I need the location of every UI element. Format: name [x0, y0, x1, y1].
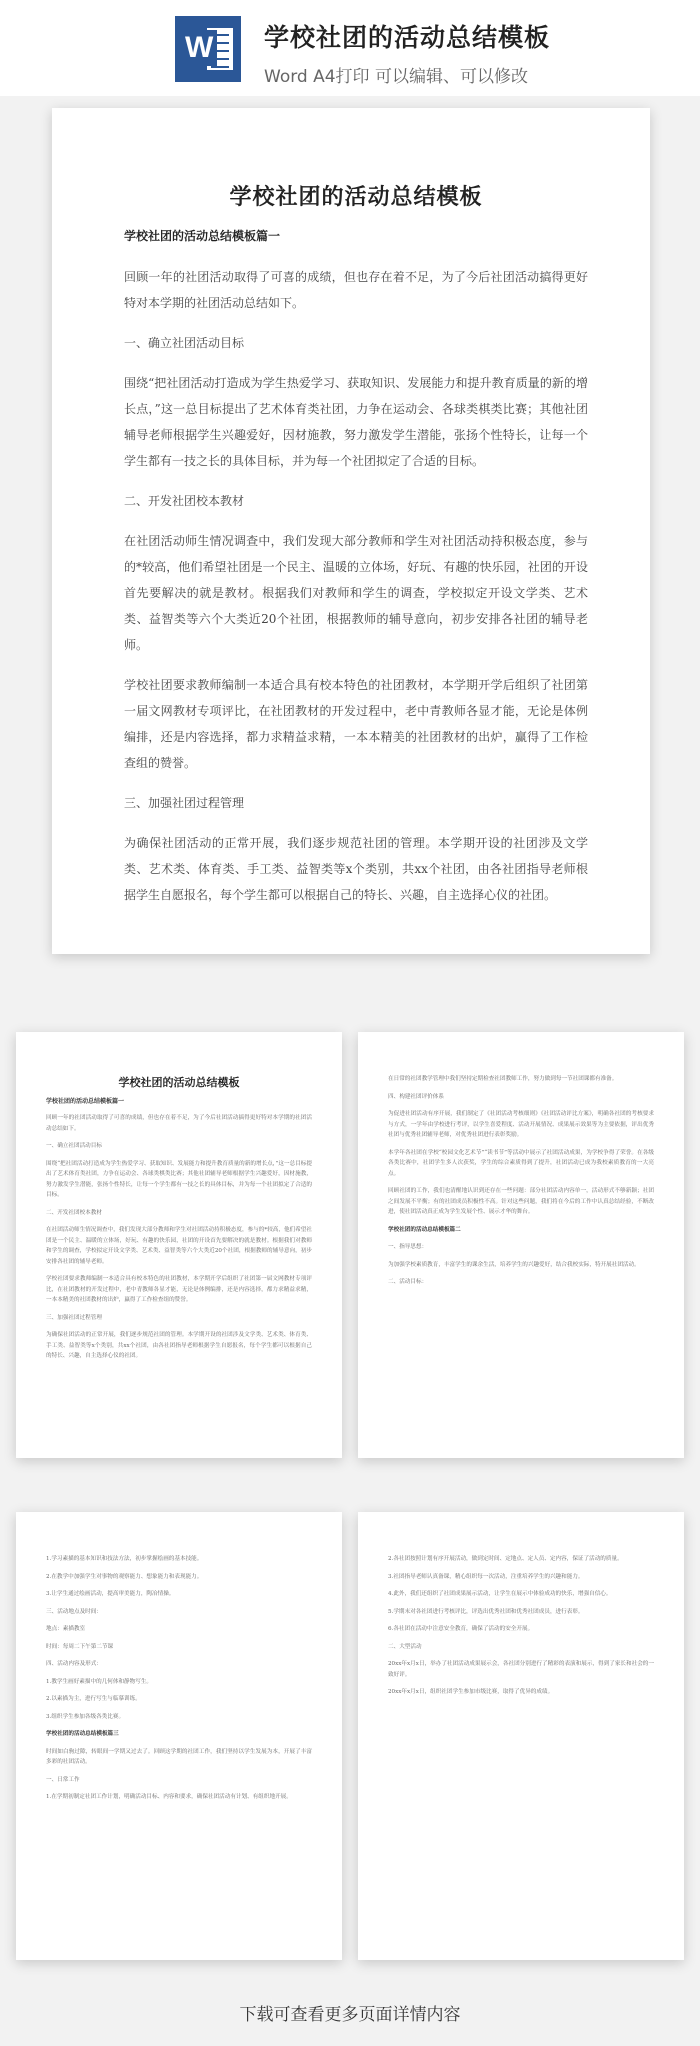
- paragraph: 回顾一年的社团活动取得了可喜的成绩，但也存在着不足，为了今后社团活动搞得更好特对本学期的社团活动总结如下。: [124, 270, 588, 310]
- thumbnail-title: 学校社团的活动总结模板: [118, 1076, 240, 1089]
- document-title: 学校社团的活动总结模板: [229, 184, 483, 210]
- thumbnail-heading: 一、确立社团活动目标: [46, 1143, 102, 1149]
- thumbnail-paragraph: 1.在学期初制定社团工作计划，明确活动目标、内容和要求，确保社团活动有计划、有组织地开展。: [46, 1794, 292, 1800]
- thumbnail-paragraph: 3.社团指导老师认真备课，精心组织每一次活动，注重培养学生的兴趣和能力。: [388, 1573, 584, 1580]
- thumbnail-heading: 四、活动内容及形式：: [46, 1661, 102, 1667]
- thumbnail-paragraph: 为确保社团活动的正常开展，我们逐步规范社团的管理。本学期开设的社团涉及文学类、艺术类、体育类、手工类、益智类等x个类别，共xx个社团，由各社团指导老师根据学生自愿报名，每个学生都可以根据自己的特长、兴趣，自主选择心仪的社团。: [46, 1332, 312, 1359]
- thumbnail-paragraph: 1.学习素描的基本知识和技法方法，初步掌握绘画的基本技能。: [46, 1556, 203, 1562]
- paragraph: 在社团活动师生情况调查中，我们发现大部分教师和学生对社团活动持积极态度，参与的*较高，他们希望社团是一个民主、温暖的立体场，好玩、有趣的快乐园，社团的开设首先要解决的就是教材。根据我们对教师和学生的调查，学校拟定开设文学类、艺术类、益智类等六个大类近20个社团，根据教师的辅导意向，初步安排各社团的辅导老师。: [124, 534, 588, 652]
- header-subtitle: Word A4打印 可以编辑、可以修改: [264, 67, 528, 87]
- thumbnail-paragraph: 地点：素描教室: [46, 1626, 86, 1632]
- main-page-preview: [52, 108, 650, 954]
- thumbnail-paragraph: 20xx年x月x日，组织社团学生参加市级比赛，取得了优异的成绩。: [388, 1689, 554, 1695]
- thumbnail-paragraph: 20xx年x月x日，举办了社团活动成果展示会，各社团分别进行了精彩的表演和展示，得到了家长和社会的一致好评。: [388, 1661, 654, 1678]
- header-title: 学校社团的活动总结模板: [264, 23, 551, 52]
- thumbnail-page-4[interactable]: [358, 1512, 684, 1960]
- thumbnail-heading: 二、活动目标：: [388, 1279, 428, 1285]
- thumbnail-page-2[interactable]: [358, 1032, 684, 1458]
- thumbnail-paragraph: 2.各社团按照计划有序开展活动，做到定时间、定地点、定人员、定内容，保证了活动的质量。: [388, 1556, 623, 1562]
- thumbnail-paragraph: 回顾一年的社团活动取得了可喜的成绩，但也存在着不足，为了今后社团活动搞得更好特对本学期的社团活动总结如下。: [46, 1115, 312, 1132]
- thumbnail-paragraph: 时间如白驹过隙，转眼间一学期又过去了。回顾这学期的社团工作，我们坚持以学生发展为本，开展了丰富多彩的社团活动。: [46, 1748, 312, 1765]
- thumbnail-heading: 二、大型活动: [388, 1643, 422, 1650]
- paragraph: 为确保社团活动的正常开展，我们逐步规范社团的管理。本学期开设的社团涉及文学类、艺术类、体育类、手工类、益智类等x个类别，共xx个社团，由各社团指导老师根据学生自愿报名，每个学生都可以根据自己的特长、兴趣，自主选择心仪的社团。: [124, 836, 588, 902]
- header-banner: [0, 0, 700, 96]
- paragraph: 学校社团要求教师编制一本适合具有校本特色的社团教材，本学期开学后组织了社团第一届文网教材专项评比，在社团教材的开发过程中，老中青教师各显才能，无论是体例编排，还是内容选择，都力求精益求精，一本本精美的社团教材的出炉，赢得了工作检查组的赞誉。: [124, 678, 588, 770]
- thumbnail-subtitle: 学校社团的活动总结模板篇一: [46, 1098, 125, 1105]
- download-more-link[interactable]: 下载可查看更多页面详情内容: [239, 2005, 461, 2025]
- thumbnail-heading: 学校社团的活动总结模板篇三: [46, 1731, 119, 1737]
- thumbnail-paragraph: 在社团活动师生情况调查中，我们发现大部分教师和学生对社团活动持积极态度，参与的*较高，他们希望社团是一个民主、温暖的立体场，好玩、有趣的快乐园，社团的开设首先要解决的就是教材。根据我们对教师和学生的调查，学校拟定开设文学类、艺术类、益智类等六个大类近20个社团，根据教师的辅导意向，初步安排各社团的辅导老师。: [46, 1227, 312, 1265]
- thumbnail-paragraph: 为促进社团活动有序开展，我们制定了《社团活动考核细则》《社团活动评比方案》，明确各社团的考核要求与方式，一学年由学校进行考评，以学生喜爱程度、活动开展情况、成果展示效果等为主要依据，评出优秀社团与优秀社团辅导老师，对优秀社团进行表彰奖励。: [388, 1111, 654, 1138]
- section-heading: 二、开发社团校本教材: [124, 494, 245, 508]
- thumbnail-paragraph: 5.学期末对各社团进行考核评比，评选出优秀社团和优秀社团成员，进行表彰。: [388, 1608, 584, 1615]
- thumbnail-paragraph: 为加强学校素质教育，丰富学生的课余生活，培养学生的兴趣爱好，结合我校实际，特开展社团活动。: [388, 1261, 640, 1268]
- thumbnail-page-1[interactable]: [16, 1032, 342, 1458]
- thumbnail-heading: 三、活动地点及时间：: [46, 1608, 102, 1615]
- thumbnail-heading: 四、构建社团评价体系: [388, 1093, 444, 1100]
- thumbnail-heading: 三、加强社团过程管理: [46, 1314, 102, 1321]
- word-logo-letter: W: [181, 30, 217, 66]
- thumbnail-paragraph: 围绕“把社团活动打造成为学生热爱学习、获取知识、发展能力和提升教育质量的新的增长点，”这一总目标提出了艺术体育类社团，力争在运动会、各球类棋类比赛；其他社团辅导老师根据学生兴趣爱好，因材施教，努力激发学生潜能，张扬个性特长，让每一个学生都有一技之长的具体目标，并为每一个社团拟定了合适的目标。: [46, 1160, 312, 1198]
- thumbnail-heading: 二、开发社团校本教材: [46, 1209, 102, 1216]
- thumbnail-page-3[interactable]: [16, 1512, 342, 1960]
- thumbnail-heading: 学校社团的活动总结模板篇二: [388, 1226, 461, 1233]
- thumbnail-paragraph: 3.组织学生参加各级各类比赛。: [46, 1713, 125, 1720]
- thumbnail-paragraph: 学校社团要求教师编制一本适合具有校本特色的社团教材，本学期开学后组织了社团第一届文网教材专项评比，在社团教材的开发过程中，老中青教师各显才能，无论是体例编排，还是内容选择，都力求精益求精，一本本精美的社团教材的出炉，赢得了工作检查组的赞誉。: [46, 1276, 312, 1303]
- thumbnail-paragraph: 6.各社团在活动中注意安全教育，确保了活动的安全开展。: [388, 1626, 534, 1632]
- thumbnail-paragraph: 回顾社团的工作，我们也清醒地认识到还存在一些问题：部分社团活动内容单一，活动形式不够新颖；社团之间发展不平衡；有的社团成员积极性不高。针对这些问题，我们将在今后的工作中认真总结经验，不断改进，使社团活动真正成为学生发展个性、展示才华的舞台。: [388, 1188, 654, 1215]
- thumbnail-paragraph: 时间：每周二下午第二节课: [46, 1643, 114, 1650]
- section-heading: 一、确立社团活动目标: [124, 336, 245, 350]
- thumbnail-paragraph: 2.在教学中加强学生对事物的观察能力、想象能力和表现能力。: [46, 1573, 203, 1580]
- thumbnail-paragraph: 2.以素描为主，进行写生与临摹训练。: [46, 1696, 141, 1702]
- paragraph: 围绕“把社团活动打造成为学生热爱学习、获取知识、发展能力和提升教育质量的新的增长点，”这一总目标提出了艺术体育类社团，力争在运动会、各球类棋类比赛；其他社团辅导老师根据学生兴趣爱好，因材施教，努力激发学生潜能，张扬个性特长，让每一个学生都有一技之长的具体目标，并为每一个社团拟定了合适的目标。: [124, 376, 588, 468]
- thumbnail-paragraph: 3.让学生通过绘画活动，提高审美能力，陶冶情操。: [46, 1591, 175, 1597]
- thumbnail-paragraph: 4.此外，我们还组织了社团成果展示活动，让学生在展示中体验成功的快乐，增强自信心。: [388, 1591, 612, 1597]
- thumbnail-paragraph: 在日常的社团教学管理中我们坚持定期检查社团教师工作，努力做到每一节社团课都有准备。: [388, 1076, 618, 1082]
- section-heading: 三、加强社团过程管理: [124, 796, 245, 810]
- thumbnail-paragraph: 本学年各社团在学校“校园文化艺术节”“读书节”等活动中展示了社团活动成果，为学校争得了荣誉。在各级各类比赛中，社团学生多人次获奖，学生的综合素质得到了提升，社团活动已成为我校素质教育的一大亮点。: [388, 1149, 654, 1177]
- thumbnail-paragraph: 1.教学生画好素描中的几何体和静物写生。: [46, 1678, 153, 1685]
- document-subtitle: 学校社团的活动总结模板篇一: [124, 229, 281, 243]
- word-document-icon: [175, 16, 241, 82]
- thumbnail-heading: 一、指导思想：: [388, 1244, 428, 1250]
- thumbnail-heading: 一、日常工作: [46, 1776, 80, 1783]
